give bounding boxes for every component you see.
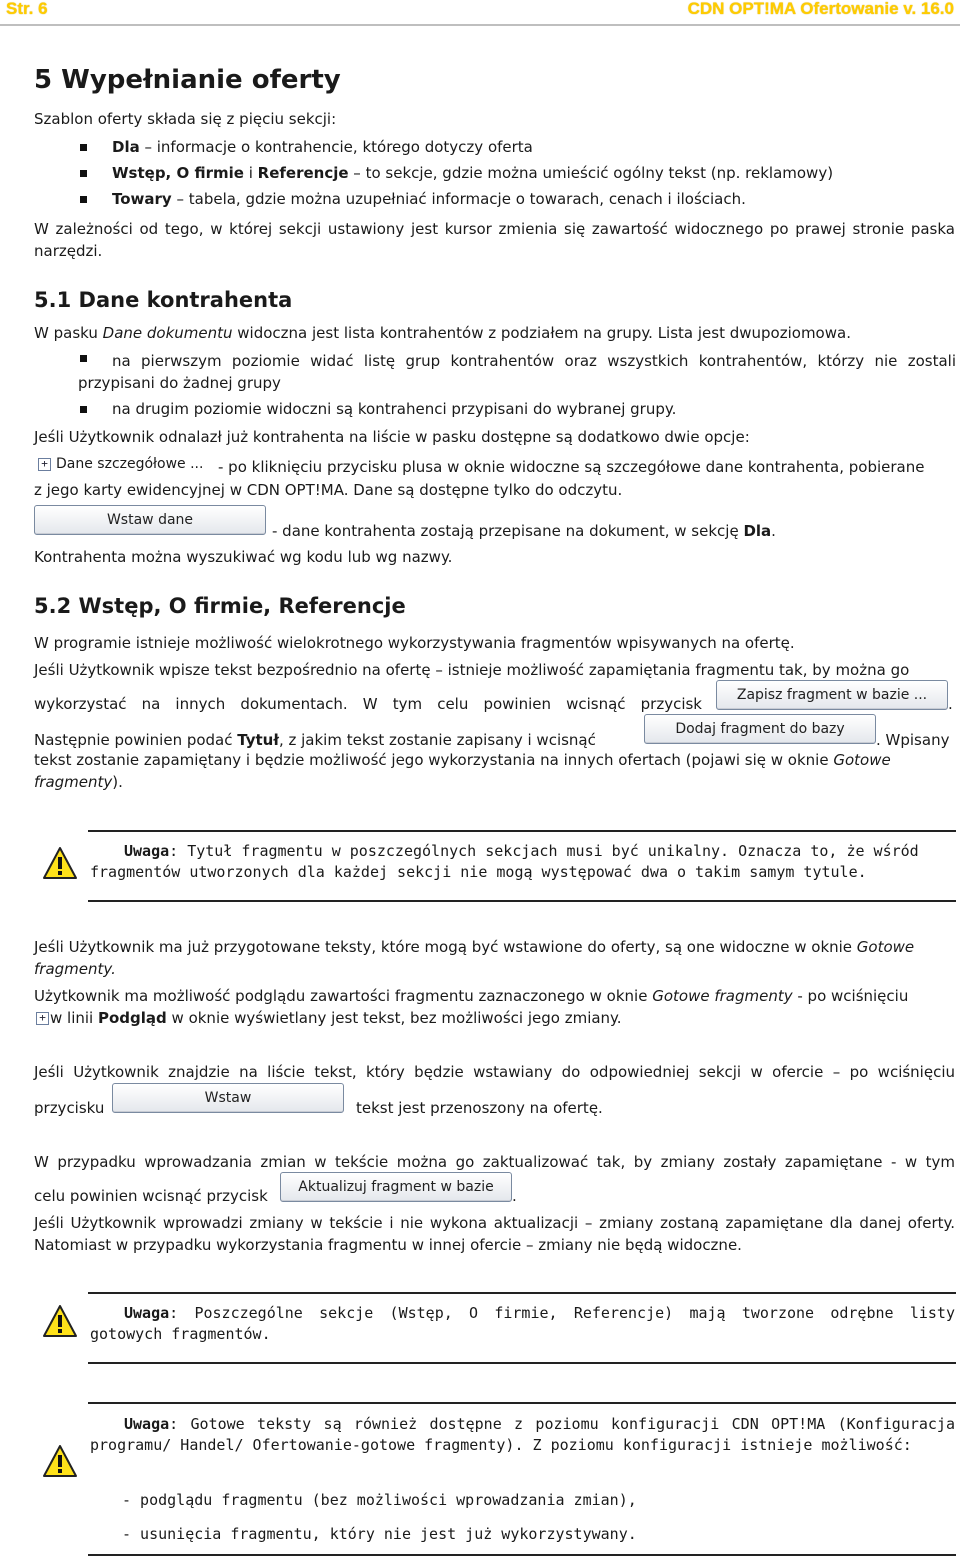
section-5-2-title: 5.2 Wstęp, O firmie, Referencje — [34, 594, 406, 618]
warning-icon — [42, 846, 78, 880]
expand-plus-icon[interactable]: + — [38, 458, 51, 471]
paragraph: Jeśli Użytkownik wprowadzi zmiany w tekście i nie wykona aktualizacji – zmiany zostaną zapamiętane dla danej oferty. Natomiast w przypadku wykorzystania fragmentu w innej ofercie – zmiany nie będą widoczne. — [34, 1214, 955, 1254]
warning-note: Uwaga: Poszczególne sekcje (Wstęp, O firmie, Referencje) mają tworzone odrębne listy gotowych fragmentów. — [90, 1304, 955, 1343]
page-header — [0, 0, 960, 26]
section-5-1-title: 5.1 Dane kontrahenta — [34, 288, 293, 312]
paragraph: tekst jest przenoszony na ofertę. — [356, 1099, 603, 1117]
list-item: Wstęp, O firmie i Referencje – to sekcje, gdzie można umieścić ogólny tekst (np. reklamowy) — [112, 164, 834, 182]
document-title: CDN OPT!MA Ofertowanie v. 16.0 — [687, 0, 954, 18]
paragraph: celu powinien wcisnąć przycisk — [34, 1187, 268, 1205]
section-5-intro: Szablon oferty składa się z pięciu sekcji: — [34, 110, 337, 128]
paragraph: Jeśli Użytkownik znajdzie na liście tekst, który będzie wstawiany do odpowiedniej sekcji w ofercie – po wciśnięciu — [34, 1063, 955, 1081]
warning-icon — [42, 1304, 78, 1338]
bullet-square — [80, 170, 87, 177]
paragraph: - po kliknięciu przycisku plusa w oknie widoczne są szczegółowe dane kontrahenta, pobierane — [218, 458, 925, 476]
paragraph: wykorzystać na innych dokumentach. W tym celu powinien wcisnąć przycisk — [34, 695, 702, 713]
bullet-square — [80, 196, 87, 203]
list-item: Towary – tabela, gdzie można uzupełniać informacje o towarach, cenach i ilościach. — [112, 190, 746, 208]
paragraph: Użytkownik ma możliwość podglądu zawartości fragmentu zaznaczonego w oknie Gotowe fragmenty - po wciśnięciu — [34, 987, 909, 1005]
paragraph: z jego karty ewidencyjnej w CDN OPT!MA. Dane są dostępne tylko do odczytu. — [34, 481, 623, 499]
punctuation: . — [948, 695, 953, 713]
list-item: na drugim poziomie widoczni są kontrahenci przypisani do wybranej grupy. — [112, 400, 677, 418]
paragraph: . Wpisany — [876, 731, 950, 749]
list-item: - usunięcia fragmentu, który nie jest już wykorzystywany. — [122, 1525, 637, 1543]
page-number: Str. 6 — [6, 0, 48, 18]
tree-node-dane-szczegolowe[interactable] — [36, 455, 212, 475]
paragraph: Jeśli Użytkownik odnalazł już kontrahenta na liście w pasku dostępne są dodatkowo dwie opcje: — [34, 428, 750, 446]
paragraph: Jeśli Użytkownik ma już przygotowane teksty, które mogą być wstawione do oferty, są one widoczne w oknie Gotowe fragmenty. — [34, 938, 915, 978]
note-divider — [88, 1402, 956, 1404]
list-item: Dla – informacje o kontrahencie, którego dotyczy oferta — [112, 138, 533, 156]
paragraph: przycisku — [34, 1099, 105, 1117]
note-divider — [88, 1554, 956, 1556]
paragraph: w linii Podgląd w oknie wyświetlany jest tekst, bez możliwości jego zmiany. — [50, 1009, 622, 1027]
toolbar-paragraph: W zależności od tego, w której sekcji ustawiony jest kursor zmienia się zawartość widocznego po prawej stronie paska narzędzi. — [34, 220, 955, 260]
warning-note: Uwaga: Gotowe teksty są również dostępne z poziomu konfiguracji CDN OPT!MA (Konfiguracja programu/ Handel/ Ofertowanie-gotowe fragmenty). Z poziomu konfiguracji istnieje możliwość: — [90, 1415, 955, 1454]
paragraph: tekst zostanie zapamiętany i będzie możliwość jego wykorzystania na innych ofertach (pojawi się w oknie Gotowe — [34, 751, 891, 769]
bullet-square — [80, 144, 87, 151]
warning-icon — [42, 1444, 78, 1478]
paragraph: Jeśli Użytkownik wpisze tekst bezpośrednio na ofertę – istnieje możliwość zapamiętania fragmentu tak, by można go — [34, 661, 910, 679]
note-divider — [88, 1362, 956, 1364]
paragraph: W pasku Dane dokumentu widoczna jest lista kontrahentów z podziałem na grupy. Lista jest dwupoziomowa. — [34, 324, 851, 342]
wstaw-button[interactable]: Wstaw — [112, 1083, 344, 1113]
bullet-square — [80, 406, 87, 413]
list-item: - podglądu fragmentu (bez możliwości wprowadzania zmian), — [122, 1491, 637, 1509]
section-5-title: 5 Wypełnianie oferty — [34, 65, 341, 95]
paragraph: W programie istnieje możliwość wielokrotnego wykorzystywania fragmentów wpisywanych na ofertę. — [34, 634, 795, 652]
warning-note: Uwaga: Tytuł fragmentu w poszczególnych sekcjach musi być unikalny. Oznacza to, że wśród fragmentów utworzonych dla każdej sekcji nie mogą występować dwa o takim samym tytule. — [90, 842, 919, 881]
expand-plus-icon[interactable]: + — [36, 1012, 49, 1025]
paragraph: W przypadku wprowadzania zmian w tekście można go zaktualizować tak, by zmiany zostały zapamiętane - w tym — [34, 1153, 955, 1171]
tree-node-label: Dane szczegółowe ... — [56, 456, 204, 472]
note-divider — [88, 830, 956, 832]
paragraph: fragmenty). — [34, 773, 123, 791]
zapisz-fragment-button[interactable]: Zapisz fragment w bazie ... — [716, 680, 948, 710]
list-item: na pierwszym poziomie widać listę grup kontrahentów oraz wszystkich kontrahentów, którzy nie zostali przypisani do żadnej grupy — [78, 352, 956, 392]
wstaw-dane-button[interactable]: Wstaw dane — [34, 505, 266, 535]
punctuation: . — [512, 1187, 517, 1205]
paragraph: Następnie powinien podać Tytuł, z jakim tekst zostanie zapisany i wcisnąć — [34, 731, 596, 749]
paragraph: - dane kontrahenta zostają przepisane na dokument, w sekcję Dla. — [272, 522, 776, 540]
aktualizuj-fragment-button[interactable]: Aktualizuj fragment w bazie — [280, 1172, 512, 1202]
dodaj-fragment-button[interactable]: Dodaj fragment do bazy — [644, 714, 876, 744]
note-divider — [88, 1292, 956, 1294]
paragraph: Kontrahenta można wyszukiwać wg kodu lub wg nazwy. — [34, 548, 453, 566]
note-divider — [88, 900, 956, 902]
